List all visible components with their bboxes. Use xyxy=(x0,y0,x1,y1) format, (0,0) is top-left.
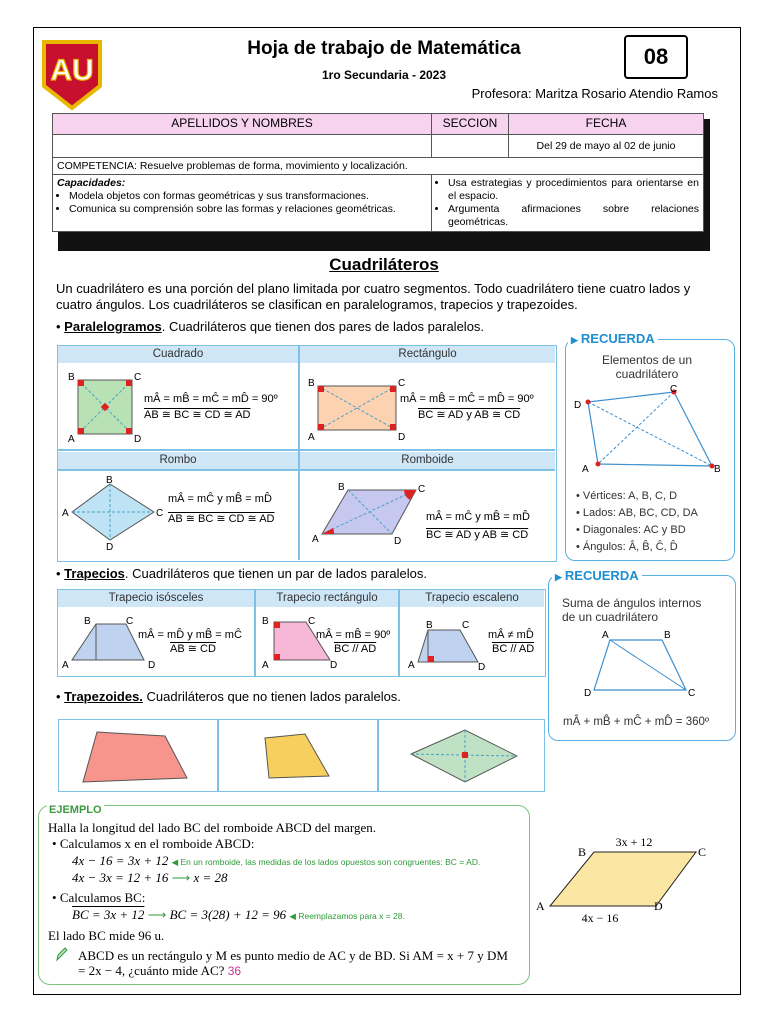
recuerda-tag-2: ▶ RECUERDA xyxy=(552,568,642,583)
svg-text:A: A xyxy=(582,464,589,475)
ejemplo-eq3: BC = 3x + 12 ⟶ BC = 3(28) + 12 = 96 ◀ Reemplazamos para x = 28. xyxy=(72,907,405,922)
svg-text:A: A xyxy=(62,660,69,671)
trapezoide-2 xyxy=(255,728,345,788)
rombo-f2: AB ≅ BC ≅ CD ≅ AD xyxy=(168,513,275,525)
ejemplo-eq1: 4x − 16 = 3x + 12 ◀ En un romboide, las medidas de los lados opuestos son congruentes: BC = AD. xyxy=(72,853,481,868)
svg-text:D: D xyxy=(654,899,663,913)
trap-escaleno-f1: mÂ ≠ mD̂ xyxy=(488,629,534,641)
svg-text:3x + 12: 3x + 12 xyxy=(615,835,653,849)
svg-text:C: C xyxy=(134,372,142,383)
ejemplo-tag: EJEMPLO xyxy=(49,804,102,816)
doc-subtitle: 1ro Secundaria - 2023 xyxy=(321,68,447,82)
svg-text:B: B xyxy=(714,464,721,475)
romboide-f2: BC ≅ AD y AB ≅ CD xyxy=(426,529,529,541)
paralelogramos-grid xyxy=(57,345,557,562)
rombo-figure xyxy=(62,474,162,552)
svg-text:A: A xyxy=(308,432,315,443)
svg-text:A: A xyxy=(262,660,269,671)
intro-text: Un cuadrilátero es una porción del plano limitada por cuatro segmentos. Todo cuadrilátero tiene cuatro lados y cuatro ángulos. Los cuadriláteros se clasifican en paralelogramos, trapecios y trapezoides. xyxy=(56,281,691,312)
col-date: FECHA xyxy=(509,114,704,135)
svg-text:D: D xyxy=(106,542,114,553)
recuerda-tag-1: ▶ RECUERDA xyxy=(568,331,658,346)
svg-text:D: D xyxy=(574,400,582,411)
svg-text:A: A xyxy=(536,899,545,913)
svg-text:A: A xyxy=(62,508,69,519)
trapezoides-line: • Trapezoides. Cuadriláteros que no tienen lados paralelos. xyxy=(56,689,401,704)
rombo-f1: mÂ = mĈ y mB̂ = mD̂ xyxy=(168,493,272,505)
svg-text:C: C xyxy=(462,620,470,631)
svg-text:D: D xyxy=(134,434,142,445)
ejemplo-exercise: ABCD es un rectángulo y M es punto medio de AC y de BD. Si AM = x + 7 y DM = 2x − 4, ¿cuánto mide AC? 36 xyxy=(78,948,508,978)
romboide-figure xyxy=(312,474,424,554)
svg-text:A: A xyxy=(312,534,319,545)
rectangulo-title: Rectángulo xyxy=(300,346,555,363)
trap-escaleno-title: Trapecio escaleno xyxy=(400,590,544,607)
rectangulo-figure xyxy=(304,370,404,448)
ejemplo-step1: • Calculamos x en el romboide ABCD: xyxy=(52,836,255,851)
cuadrado-f1: mÂ = mB̂ = mĈ = mD̂ = 90º xyxy=(144,393,278,405)
trap-rect-title: Trapecio rectángulo xyxy=(256,590,398,607)
trapecios-line: • Trapecios. Cuadriláteros que tienen un par de lados paralelos. xyxy=(56,566,427,581)
svg-text:C: C xyxy=(670,384,678,395)
svg-text:C: C xyxy=(126,616,134,627)
trap-isosceles-title: Trapecio isósceles xyxy=(58,590,254,607)
svg-text:B: B xyxy=(308,378,315,389)
capacidades-right: • Usa estrategias y procedimientos para orientarse en el espacio. • Argumenta afirmaciones sobre relaciones geométricas. xyxy=(432,175,704,232)
svg-text:D: D xyxy=(478,662,486,673)
svg-text:C: C xyxy=(308,616,316,627)
svg-text:D: D xyxy=(398,432,406,443)
cuadrilatero-figure xyxy=(570,382,730,474)
pencil-icon xyxy=(54,946,68,962)
svg-text:B: B xyxy=(68,372,75,383)
svg-text:D: D xyxy=(148,660,156,671)
svg-text:C: C xyxy=(398,378,406,389)
doc-title: Hoja de trabajo de Matemática xyxy=(247,38,521,59)
cuadrado-f2: AB ≅ BC ≅ CD ≅ AD xyxy=(144,409,251,421)
svg-text:B: B xyxy=(426,620,433,631)
recuerda-1-title: Elementos de un cuadrilátero xyxy=(601,353,693,381)
recuerda-2-formula: mÂ + mB̂ + mĈ + mD̂ = 360º xyxy=(563,716,710,728)
trapezoide-1 xyxy=(79,726,199,786)
svg-text:B: B xyxy=(106,475,113,486)
svg-text:B: B xyxy=(664,630,671,641)
svg-text:B: B xyxy=(578,845,587,859)
rectangulo-f1: mÂ = mB̂ = mĈ = mD̂ = 90º xyxy=(400,393,534,405)
recuerda-2-title: Suma de ángulos internos de un cuadrilátero xyxy=(562,596,702,624)
svg-text:A: A xyxy=(408,660,415,671)
trap-isosceles-f1: mÂ = mD̂ y mB̂ = mĈ xyxy=(138,629,242,641)
svg-text:C: C xyxy=(418,484,426,495)
svg-text:B: B xyxy=(338,482,345,493)
section-title: Cuadriláteros xyxy=(329,255,439,274)
trapezoides-grid xyxy=(58,719,545,792)
competencia: COMPETENCIA: Resuelve problemas de forma, movimiento y localización. xyxy=(53,158,704,175)
cuadrado-title: Cuadrado xyxy=(58,346,298,363)
trap-escaleno-f2: BC // AD xyxy=(492,643,535,655)
trap-isosceles-f2: AB ≅ CD xyxy=(170,643,216,655)
trapezoide-3 xyxy=(405,726,525,788)
section-field[interactable] xyxy=(432,135,509,158)
cuadrado-figure xyxy=(64,368,144,446)
trap-rect-figure xyxy=(258,612,338,672)
capacidades-left: Capacidades: • Modela objetos con formas geométricas y sus transformaciones. • Comunica su comprensión sobre las formas y relaciones geométricas. xyxy=(53,175,432,232)
trap-rect-f1: mÂ = mB̂ = 90º xyxy=(316,629,391,641)
col-section: SECCION xyxy=(432,114,509,135)
trap-isosceles-figure xyxy=(60,612,156,672)
recuerda-1-list: • Vértices: A, B, C, D • Lados: AB, BC, CD, DA • Diagonales: AC y BD • Ángulos: Â, B̂, Ĉ, D̂ xyxy=(576,490,698,553)
svg-text:A: A xyxy=(602,630,609,641)
svg-text:4x − 16: 4x − 16 xyxy=(581,911,619,925)
svg-text:C: C xyxy=(688,688,696,699)
sheet-number: 08 xyxy=(624,35,688,79)
date-value: Del 29 de mayo al 02 de junio xyxy=(509,135,704,158)
ejemplo-romboide-figure xyxy=(534,832,724,930)
svg-text:D: D xyxy=(584,688,592,699)
ejemplo-eq2: 4x − 3x = 12 + 16 ⟶ x = 28 xyxy=(72,870,228,885)
svg-text:D: D xyxy=(330,660,338,671)
trap-escaleno-figure xyxy=(408,612,488,672)
svg-text:AU: AU xyxy=(50,54,94,87)
svg-text:C: C xyxy=(698,845,707,859)
name-field[interactable] xyxy=(53,135,432,158)
romboide-f1: mÂ = mĈ y mB̂ = mD̂ xyxy=(426,511,530,523)
ejemplo-statement: Halla la longitud del lado BC del romboide ABCD del margen. xyxy=(48,820,376,835)
rectangulo-f2: BC ≅ AD y AB ≅ CD xyxy=(418,409,521,421)
teacher-name: Profesora: Maritza Rosario Atendio Ramos xyxy=(471,86,718,101)
paralelogramos-line: • Paralelogramos. Cuadriláteros que tienen dos pares de lados paralelos. xyxy=(56,319,485,334)
svg-text:B: B xyxy=(84,616,91,627)
trap-rect-f2: BC // AD xyxy=(334,643,377,655)
rombo-title: Rombo xyxy=(58,452,298,469)
svg-text:D: D xyxy=(394,536,402,547)
svg-text:A: A xyxy=(68,434,75,445)
ejemplo-result: El lado BC mide 96 u. xyxy=(48,928,165,943)
svg-text:B: B xyxy=(262,616,269,627)
trapecios-grid xyxy=(57,589,546,677)
info-table-wrap xyxy=(52,113,712,251)
info-table xyxy=(52,113,704,232)
col-names: APELLIDOS Y NOMBRES xyxy=(53,114,432,135)
sum-angles-figure xyxy=(580,630,700,700)
ejemplo-step2: • Calculamos BC: xyxy=(52,890,146,905)
svg-text:C: C xyxy=(156,508,164,519)
romboide-title: Romboide xyxy=(300,452,555,469)
